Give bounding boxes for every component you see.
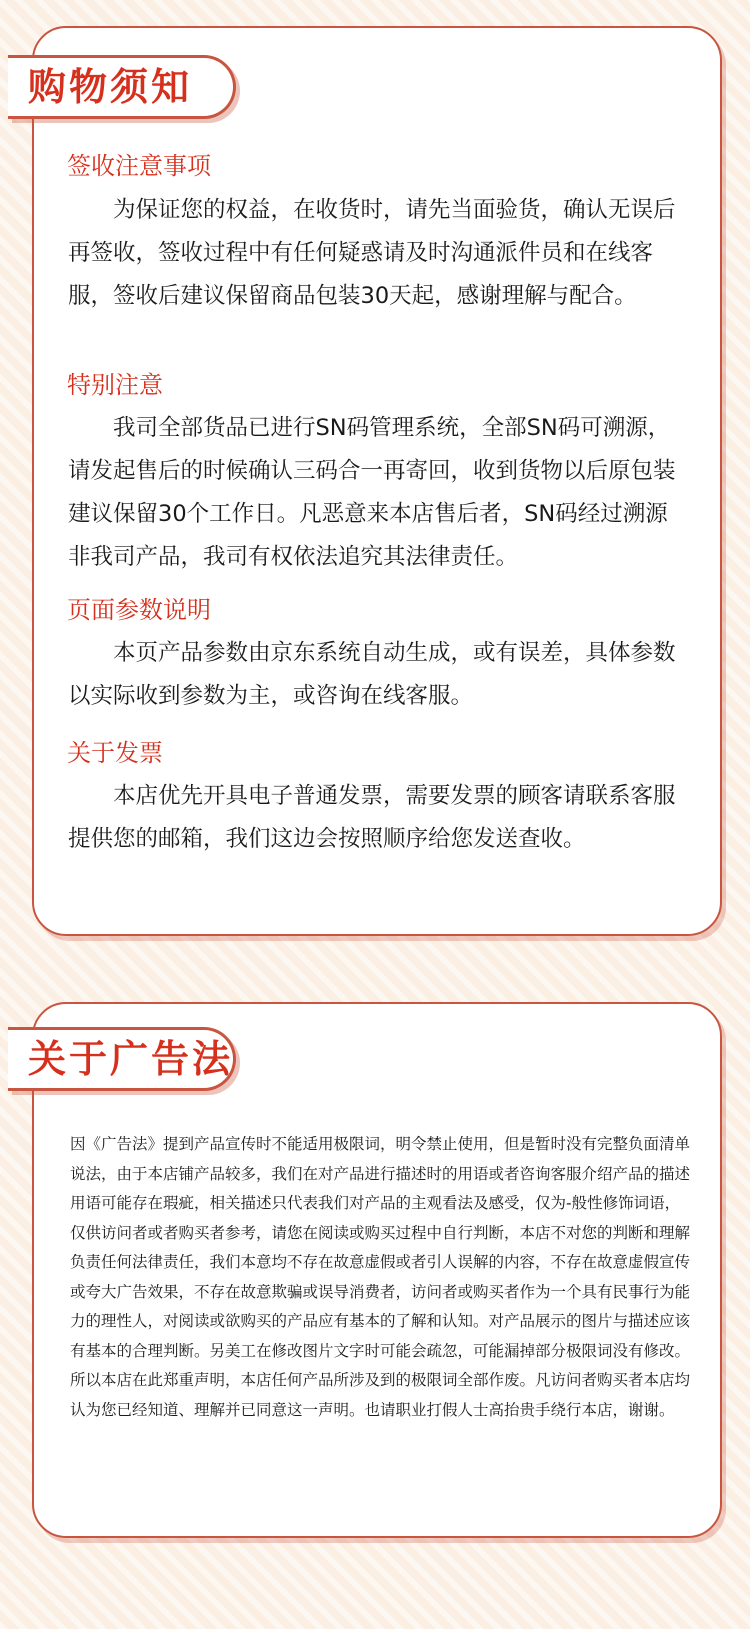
section-title-invoice: 关于发票	[67, 739, 163, 767]
ad-law-body: 因《广告法》提到产品宣传时不能适用极限词，明令禁止使用，但是暂时没有完整负面清单说法，由于本店铺产品较多，我们在对产品进行描述时的用语或者咨询客服介绍产品的描述用语可能存在瑕疵，相关描述只代表我们对产品的主观看法及感受，仅为-般性修饰词语，仅供访问者或者购买者参考，请您在阅读或购买过程中自行判断，本店不对您的判断和理解负责任何法律责任，我们本意均不存在故意虚假或者引人误解的内容，不存在故意虚假宣传或夸大广告效果，不存在故意欺骗或误导消费者，访问者或购买者作为一个具有民事行为能力的理性人，对阅读或欲购买的产品应有基本的了解和认知。对产品展示的图片与描述应该有基本的合理判断。另美工在修改图片文字时可能会疏忽，可能漏掉部分极限词没有修改。所以本店在此郑重声明，本店任何产品所涉及到的极限词全部作废。凡访问者购买者本店均认为您已经知道、理解并已同意这一声明。也请职业打假人士高抬贵手绕行本店，谢谢。	[70, 1135, 691, 1419]
ad-law-header: 关于广告法	[8, 1027, 236, 1091]
section-body-special: 我司全部货品已进行SN码管理系统，全部SN码可溯源，请发起售后的时候确认三码合一再寄回，收到货物以后原包装建议保留30个工作日。凡恶意来本店售后者，SN码经过溯源非我司产品，我司有权依法追究其法律责任。	[68, 415, 676, 570]
section-body-invoice: 本店优先开具电子普通发票，需要发票的顾客请联系客服提供您的邮箱，我们这边会按照顺序给您发送查收。	[68, 783, 676, 852]
section-title-receipt: 签收注意事项	[67, 152, 211, 180]
shopping-notice-header: 购物须知	[8, 55, 236, 119]
section-body-receipt: 为保证您的权益，在收货时，请先当面验货，确认无误后再签收，签收过程中有任何疑惑请及时沟通派件员和在线客服，签收后建议保留商品包装30天起，感谢理解与配合。	[68, 197, 676, 309]
section-title-parameters: 页面参数说明	[67, 596, 211, 624]
section-title-special: 特别注意	[67, 371, 163, 399]
section-body-parameters: 本页产品参数由京东系统自动生成，或有误差，具体参数以实际收到参数为主，或咨询在线客服。	[68, 640, 676, 709]
